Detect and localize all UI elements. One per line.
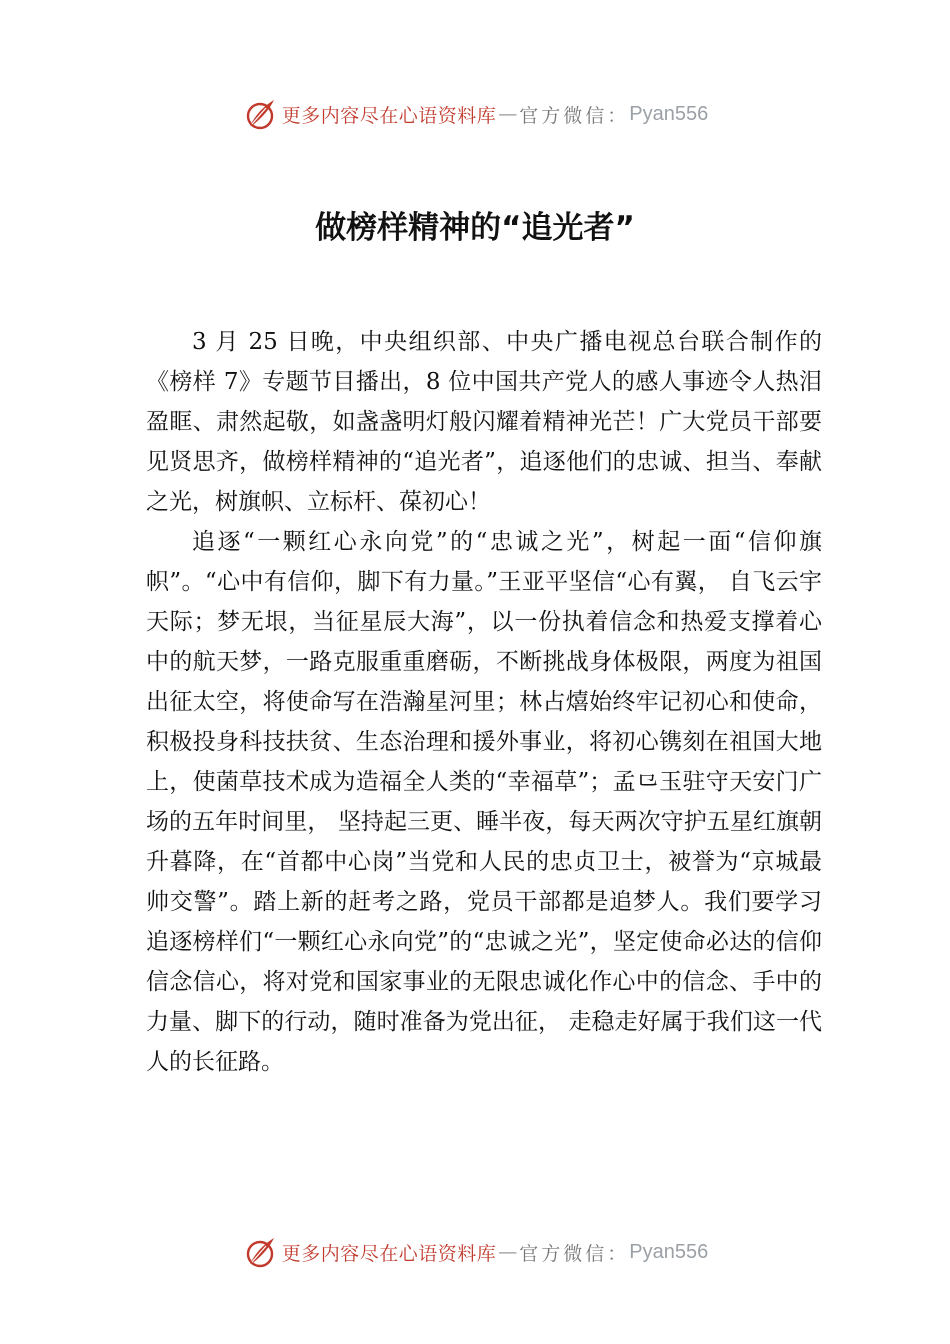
quill-logo-icon xyxy=(242,1234,278,1270)
paragraph-1: 3 月 25 日晚，中央组织部、中央广播电视总台联合制作的《榜样 7》专题节目播出，8 位中国共产党人的感人事迹令人热泪盈眶、肃然起敬，如盏盏明灯般闪耀着精神光芒！广大党员干部要见贤思齐，做榜样精神的“追光者”，追逐他们的忠诚、担当、奉献之光，树旗帜、立标杆、葆初心！ xyxy=(146,329,822,515)
quill-logo-icon xyxy=(242,96,278,132)
watermark-wechat-label: 官方微信： xyxy=(519,1242,630,1265)
document-body xyxy=(146,322,822,1082)
watermark-text: 更多内容尽在心语资料库 xyxy=(281,1242,497,1265)
header-watermark xyxy=(0,94,950,134)
watermark-dash: — xyxy=(498,1241,518,1263)
watermark-dash: — xyxy=(498,103,518,125)
watermark-text: 更多内容尽在心语资料库 xyxy=(281,104,497,127)
paragraph-2: 追逐“一颗红心永向党”的“忠诚之光”，树起一面“信仰旗帜”。“心中有信仰，脚下有力量。”王亚平坚信“心有翼， 自飞云宇天际；梦无垠，当征星辰大海”，以一份执着信念和热爱支撑着心中的航天梦，一路克服重重磨砺，不断挑战身体极限，两度为祖国出征太空，将使命写在浩瀚星河里；林占熺始终牢记初心和使命，积极投身科技扶贫、生态治理和援外事业，将初心镌刻在祖国大地上，使菌草技术成为造福全人类的“幸福草”；孟⺋玉驻守天安门广场的五年时间里， 坚持起三更、睡半夜，每天两次守护五星红旗朝升暮降，在“首都中心岗”当党和人民的忠贞卫士，被誉为“京城最帅交警”。踏上新的赶考之路，党员干部都是追梦人。我们要学习追逐榜样们“一颗红心永向党”的“忠诚之光”，坚定使命必达的信仰信念信心，将对党和国家事业的无限忠诚化作心中的信念、手中的力量、脚下的行动，随时准备为党出征， 走稳走好属于我们这一代人的长征路。 xyxy=(146,529,822,1075)
watermark-wechat-label: 官方微信： xyxy=(519,104,630,127)
watermark-wechat-id: Pyan556 xyxy=(629,1240,709,1263)
footer-watermark xyxy=(0,1232,950,1272)
document-title: 做榜样精神的“追光者” xyxy=(315,210,635,246)
watermark-wechat-id: Pyan556 xyxy=(629,102,709,125)
